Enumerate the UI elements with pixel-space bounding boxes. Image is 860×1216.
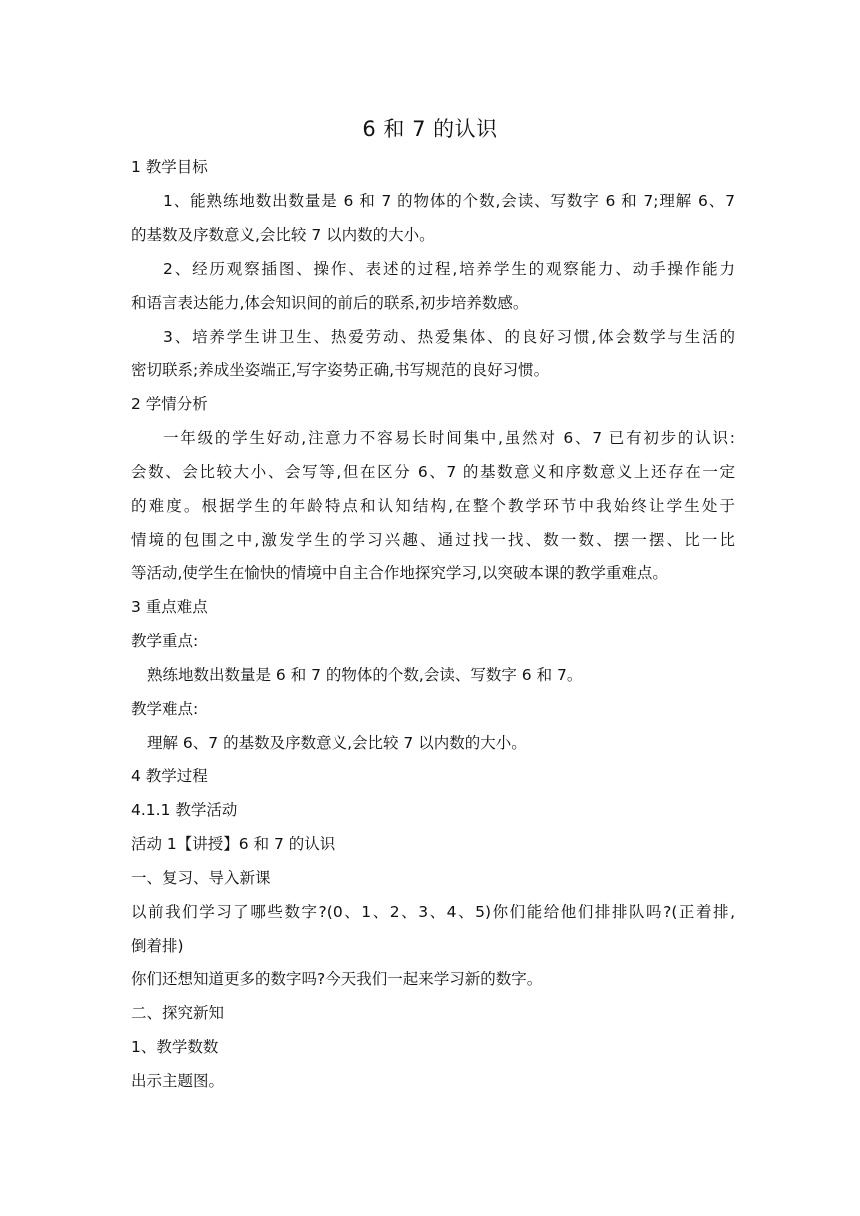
- subheading-difficulty: 教学难点:: [131, 700, 199, 718]
- step-heading-review: 一、复习、导入新课: [131, 869, 271, 887]
- paragraph-line: 你们还想知道更多的数字吗?今天我们一起来学习新的数字。: [131, 970, 543, 988]
- paragraph-line: 密切联系;养成坐姿端正,写字姿势正确,书写规范的良好习惯。: [131, 361, 550, 379]
- document-title: 6 和 7 的认识: [362, 117, 498, 141]
- paragraph-line: 2、经历观察插图、操作、表述的过程,培养学生的观察能力、动手操作能力: [163, 260, 735, 278]
- paragraph-line: 倒着排): [131, 937, 184, 955]
- paragraph-line: 熟练地数出数量是 6 和 7 的物体的个数,会读、写数字 6 和 7。: [147, 666, 583, 684]
- paragraph-line: 以前我们学习了哪些数字?(0、1、2、3、4、5)你们能给他们排排队吗?(正着排,: [131, 903, 735, 921]
- paragraph-line: 会数、会比较大小、会写等,但在区分 6、7 的基数意义和序数意义上还存在一定: [131, 463, 735, 481]
- section-heading-analysis: 2 学情分析: [131, 395, 208, 413]
- paragraph-line: 和语言表达能力,体会知识间的前后的联系,初步培养数感。: [131, 294, 529, 312]
- paragraph-line: 一年级的学生好动,注意力不容易长时间集中,虽然对 6、7 已有初步的认识:: [163, 429, 735, 447]
- step-heading-explore: 二、探究新知: [131, 1004, 225, 1022]
- paragraph-line: 的基数及序数意义,会比较 7 以内数的大小。: [131, 226, 435, 244]
- paragraph-line: 1、能熟练地数出数量是 6 和 7 的物体的个数,会读、写数字 6 和 7;理解 6、7: [163, 192, 735, 210]
- paragraph-line: 理解 6、7 的基数及序数意义,会比较 7 以内数的大小。: [147, 734, 527, 752]
- section-heading-process: 4 教学过程: [131, 767, 208, 785]
- section-heading-objectives: 1 教学目标: [131, 158, 208, 176]
- paragraph-line: 等活动,使学生在愉快的情境中自主合作地探究学习,以突破本课的教学重难点。: [131, 564, 668, 582]
- paragraph-line: 情境的包围之中,激发学生的学习兴趣、通过找一找、数一数、摆一摆、比一比: [131, 531, 735, 549]
- subheading-activity: 4.1.1 教学活动: [131, 801, 238, 819]
- activity-title: 活动 1【讲授】6 和 7 的认识: [131, 835, 336, 853]
- step-heading-counting: 1、教学数数: [131, 1038, 219, 1056]
- paragraph-line: 3、培养学生讲卫生、热爱劳动、热爱集体、的良好习惯,体会数学与生活的: [163, 328, 735, 346]
- paragraph-line: 的难度。根据学生的年龄特点和认知结构,在整个教学环节中我始终让学生处于: [131, 497, 735, 515]
- subheading-key-point: 教学重点:: [131, 632, 199, 650]
- paragraph-line: 出示主题图。: [131, 1072, 225, 1090]
- section-heading-key-points: 3 重点难点: [131, 598, 208, 616]
